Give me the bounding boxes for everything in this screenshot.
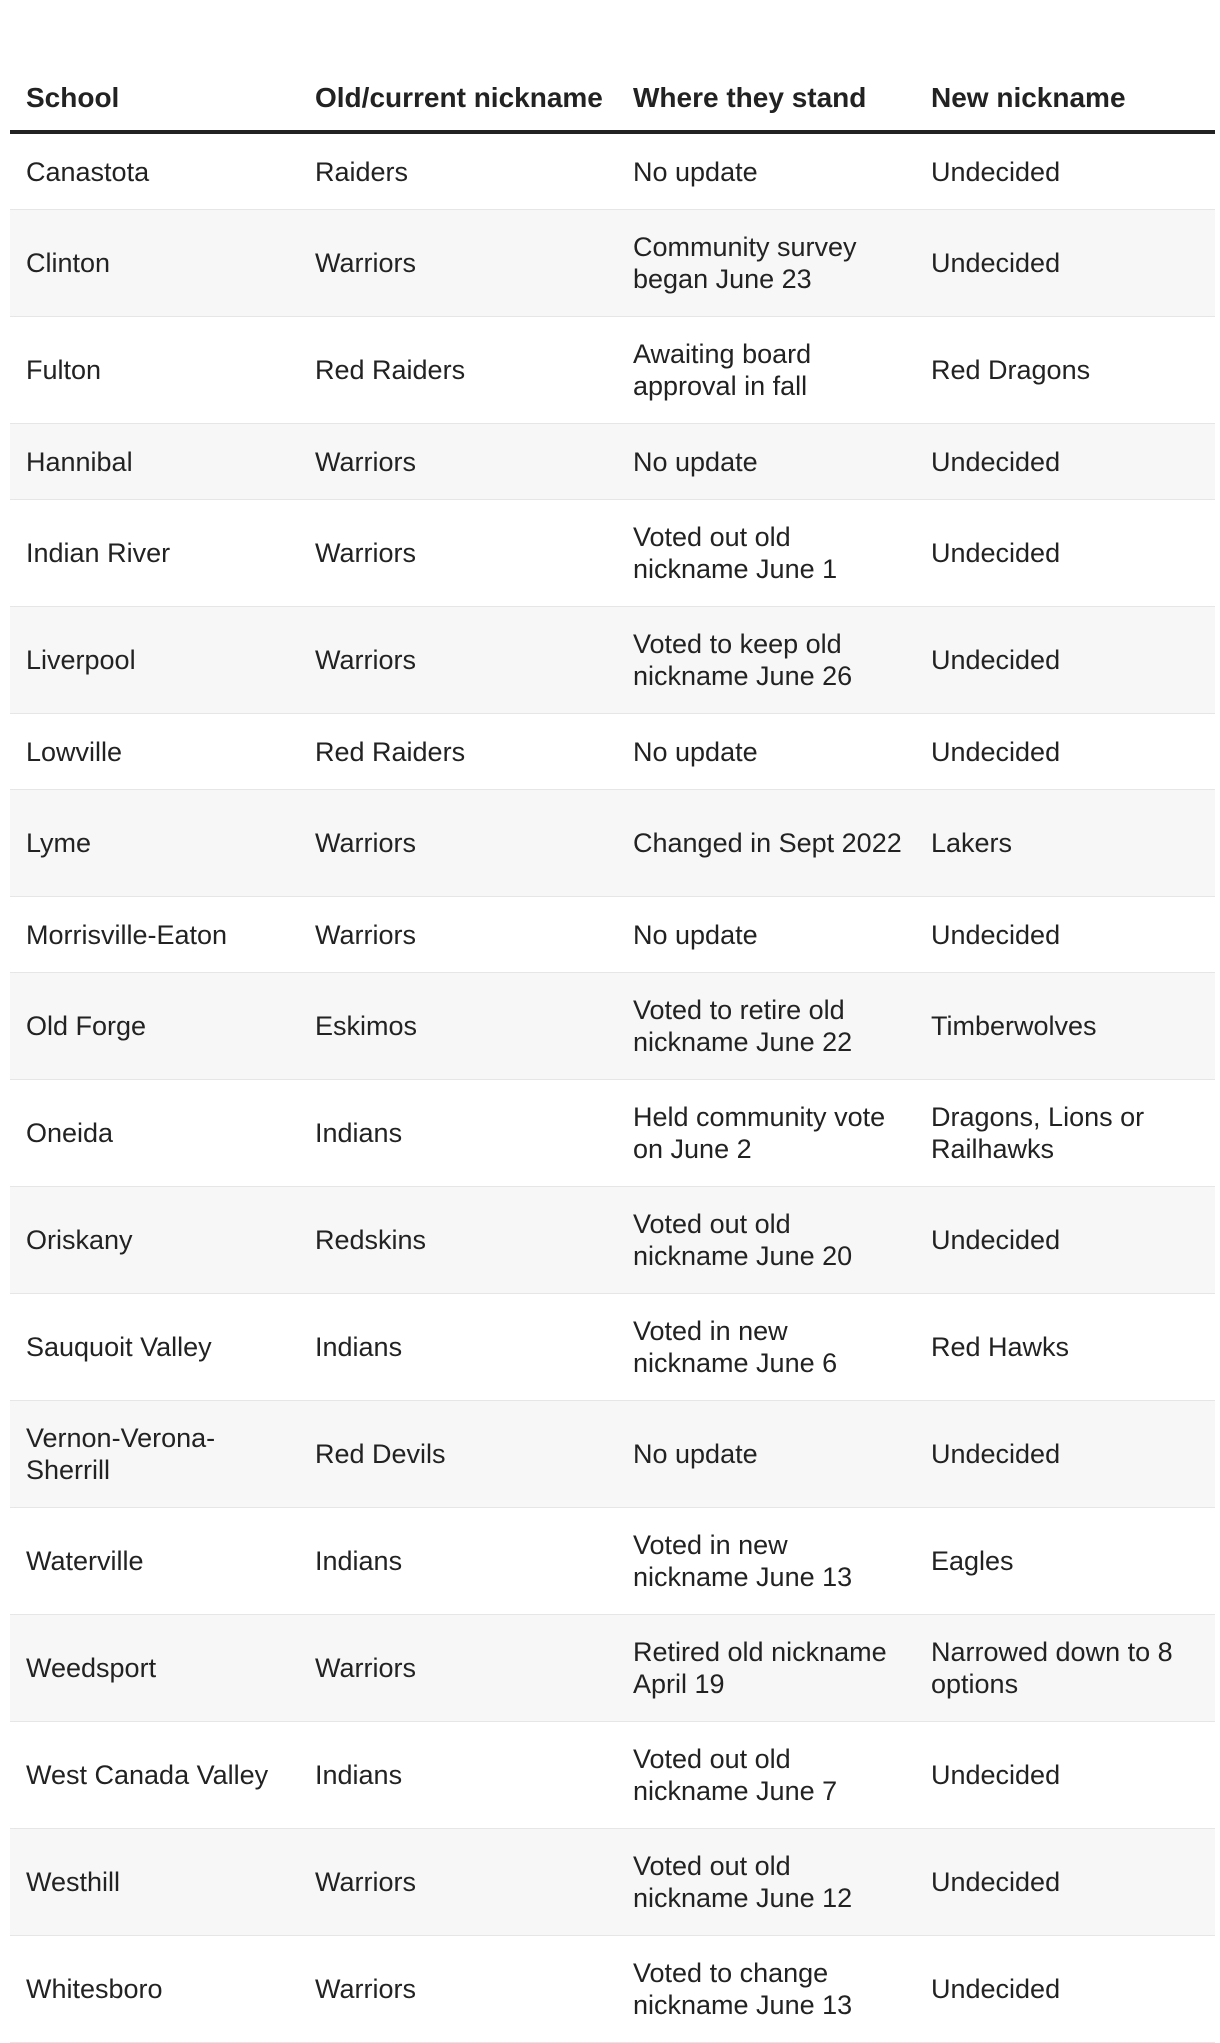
status-cell: Voted to keep old nickname June 26 xyxy=(633,629,853,691)
school-cell: Morrisville-Eaton xyxy=(26,919,228,950)
table-row xyxy=(10,1187,1215,1294)
new-nickname-cell: Red Dragons xyxy=(931,355,1091,385)
new-nickname-cell: Undecided xyxy=(931,248,1061,278)
status-cell: No update xyxy=(633,446,758,477)
new-nickname-cell: Undecided xyxy=(931,736,1061,767)
new-nickname-cell: Narrowed down to 8 options xyxy=(931,1637,1173,1699)
school-cell: Clinton xyxy=(26,248,111,278)
new-nickname-cell: Undecided xyxy=(931,1760,1061,1790)
new-nickname-cell: Lakers xyxy=(931,828,1013,858)
old-nickname-cell: Warriors xyxy=(315,248,416,278)
column-header-new-nickname: New nickname xyxy=(931,82,1126,113)
status-cell: Voted out old nickname June 20 xyxy=(633,1209,853,1271)
status-cell: No update xyxy=(633,919,758,950)
old-nickname-cell: Warriors xyxy=(315,645,416,675)
new-nickname-cell: Undecided xyxy=(931,1867,1061,1897)
old-nickname-cell: Warriors xyxy=(315,446,416,477)
new-nickname-cell: Eagles xyxy=(931,1546,1014,1576)
status-cell: Changed in Sept 2022 xyxy=(633,828,902,858)
old-nickname-cell: Eskimos xyxy=(315,1011,418,1041)
old-nickname-cell: Warriors xyxy=(315,538,416,568)
old-nickname-cell: Red Devils xyxy=(315,1439,446,1469)
status-cell: No update xyxy=(633,1439,758,1469)
school-cell: Vernon-Verona-Sherrill xyxy=(26,1423,216,1485)
school-cell: Indian River xyxy=(26,538,171,568)
table-header-row xyxy=(10,0,1215,134)
status-cell: Awaiting board approval in fall xyxy=(633,339,812,401)
table-row xyxy=(10,897,1215,973)
school-cell: Westhill xyxy=(26,1867,121,1897)
school-cell: Waterville xyxy=(26,1546,144,1576)
new-nickname-cell: Undecided xyxy=(931,645,1061,675)
table-row xyxy=(10,973,1215,1080)
status-cell: Voted to change nickname June 13 xyxy=(633,1958,853,2020)
table-row xyxy=(10,714,1215,790)
old-nickname-cell: Warriors xyxy=(315,828,416,858)
table-row xyxy=(10,1508,1215,1615)
status-cell: Voted out old nickname June 1 xyxy=(633,522,838,584)
table-row xyxy=(10,1401,1215,1508)
school-cell: West Canada Valley xyxy=(26,1760,269,1790)
column-header-school: School xyxy=(26,82,120,113)
school-cell: Weedsport xyxy=(26,1653,157,1683)
table-row xyxy=(10,1615,1215,1722)
table-row xyxy=(10,210,1215,317)
new-nickname-cell: Undecided xyxy=(931,446,1061,477)
status-cell: Voted out old nickname June 7 xyxy=(633,1744,838,1806)
status-cell: No update xyxy=(633,736,758,767)
school-cell: Liverpool xyxy=(26,645,136,675)
table-row xyxy=(10,1080,1215,1187)
school-cell: Lowville xyxy=(26,736,123,767)
new-nickname-cell: Undecided xyxy=(931,1974,1061,2004)
old-nickname-cell: Indians xyxy=(315,1760,403,1790)
new-nickname-cell: Timberwolves xyxy=(931,1011,1097,1041)
new-nickname-cell: Undecided xyxy=(931,919,1061,950)
old-nickname-cell: Warriors xyxy=(315,1867,416,1897)
new-nickname-cell: Undecided xyxy=(931,538,1061,568)
school-cell: Oriskany xyxy=(26,1225,133,1255)
new-nickname-cell: Undecided xyxy=(931,1439,1061,1469)
status-cell: Voted in new nickname June 6 xyxy=(633,1316,838,1378)
column-header-old-nickname: Old/current nickname xyxy=(315,82,603,113)
nickname-status-table xyxy=(10,0,1215,2043)
new-nickname-cell: Undecided xyxy=(931,1225,1061,1255)
old-nickname-cell: Indians xyxy=(315,1546,403,1576)
table-row xyxy=(10,790,1215,897)
new-nickname-cell: Dragons, Lions or Railhawks xyxy=(931,1102,1145,1164)
table-row xyxy=(10,1936,1215,2043)
table-row xyxy=(10,500,1215,607)
old-nickname-cell: Raiders xyxy=(315,156,409,187)
status-cell: Community survey began June 23 xyxy=(633,232,857,294)
school-cell: Lyme xyxy=(26,828,92,858)
old-nickname-cell: Red Raiders xyxy=(315,355,466,385)
old-nickname-cell: Warriors xyxy=(315,1974,416,2004)
status-cell: Voted in new nickname June 13 xyxy=(633,1530,853,1592)
table-row xyxy=(10,607,1215,714)
old-nickname-cell: Red Raiders xyxy=(315,736,466,767)
new-nickname-cell: Red Hawks xyxy=(931,1332,1070,1362)
old-nickname-cell: Indians xyxy=(315,1118,403,1148)
table-row xyxy=(10,1829,1215,1936)
school-cell: Whitesboro xyxy=(26,1974,163,2004)
school-cell: Fulton xyxy=(26,355,102,385)
table-row xyxy=(10,134,1215,210)
table-row xyxy=(10,424,1215,500)
old-nickname-cell: Redskins xyxy=(315,1225,427,1255)
school-cell: Sauquoit Valley xyxy=(26,1332,212,1362)
table-row xyxy=(10,1294,1215,1401)
old-nickname-cell: Indians xyxy=(315,1332,403,1362)
school-cell: Oneida xyxy=(26,1118,114,1148)
old-nickname-cell: Warriors xyxy=(315,1653,416,1683)
school-cell: Canastota xyxy=(26,156,150,187)
school-cell: Hannibal xyxy=(26,446,133,477)
status-cell: Voted to retire old nickname June 22 xyxy=(633,995,853,1057)
table-row xyxy=(10,317,1215,424)
column-header-where-they-stand: Where they stand xyxy=(633,82,867,113)
status-cell: Retired old nickname April 19 xyxy=(633,1637,887,1699)
status-cell: No update xyxy=(633,156,758,187)
status-cell: Held community vote on June 2 xyxy=(633,1102,886,1164)
table-row xyxy=(10,1722,1215,1829)
school-cell: Old Forge xyxy=(26,1011,147,1041)
new-nickname-cell: Undecided xyxy=(931,156,1061,187)
old-nickname-cell: Warriors xyxy=(315,919,416,950)
status-cell: Voted out old nickname June 12 xyxy=(633,1851,853,1913)
